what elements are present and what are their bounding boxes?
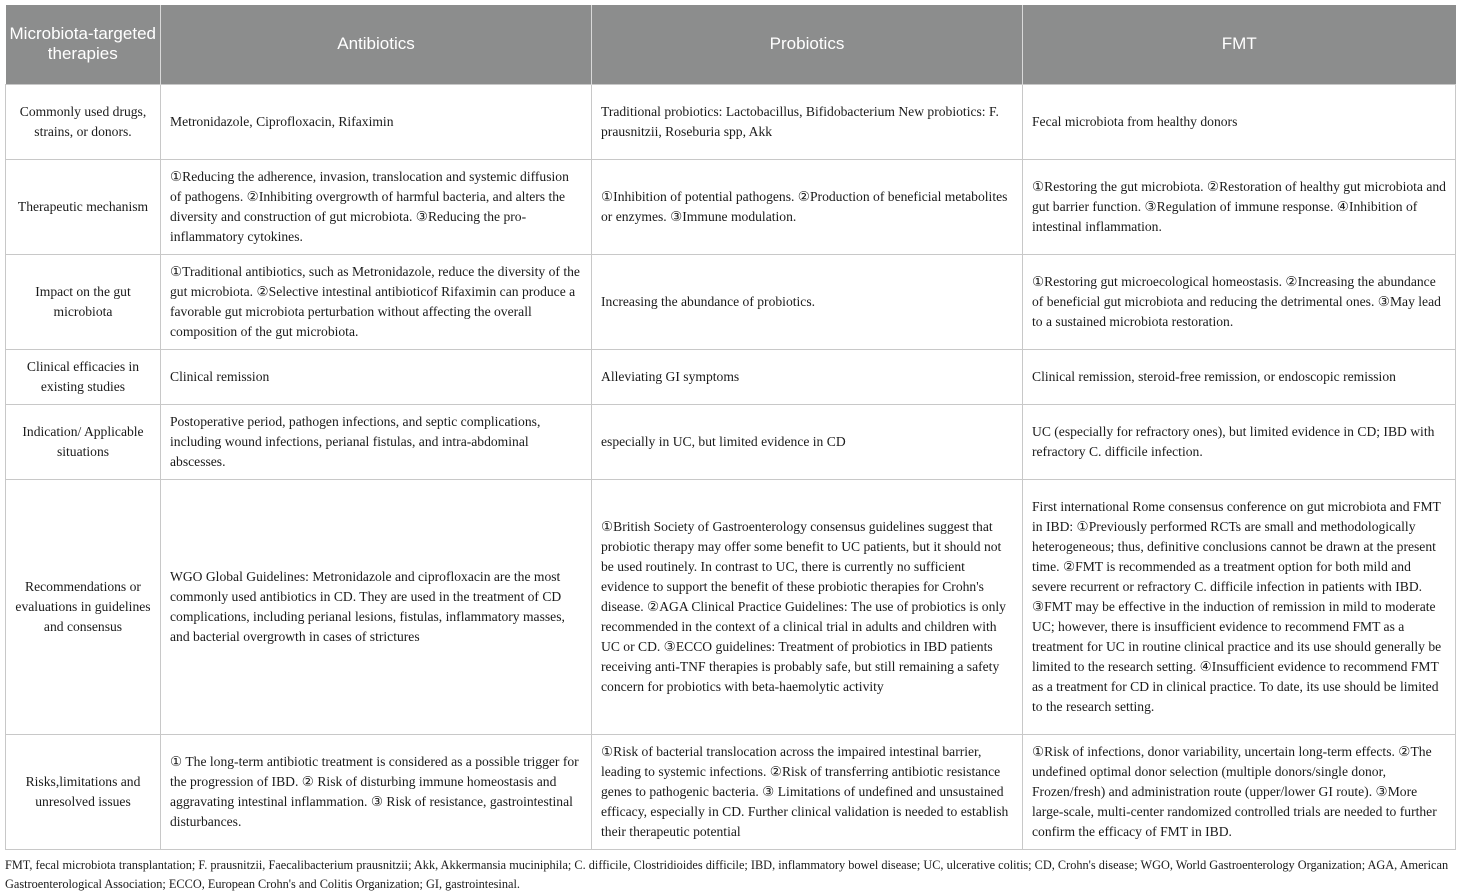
row-label: Recommendations or evaluations in guidelines and consensus	[6, 479, 161, 734]
row-label: Commonly used drugs, strains, or donors.	[6, 84, 161, 159]
row-label: Risks,limitations and unresolved issues	[6, 734, 161, 849]
row-label: Clinical efficacies in existing studies	[6, 349, 161, 404]
header-fmt: FMT	[1023, 5, 1456, 84]
cell-fmt: Clinical remission, steroid-free remission, or endoscopic remission	[1023, 349, 1456, 404]
cell-fmt: UC (especially for refractory ones), but limited evidence in CD; IBD with refractory C. difficile infection.	[1023, 404, 1456, 479]
cell-fmt: ①Risk of infections, donor variability, uncertain long-term effects. ②The undefined optimal donor selection (multiple donors/single donor, Frozen/fresh) and administration route (upper/lower GI route). ③More large-scale, multi-center randomized controlled trials are needed to further confirm the efficacy of FMT in IBD.	[1023, 734, 1456, 849]
therapies-table	[5, 5, 1456, 850]
table-row	[6, 349, 1456, 404]
cell-fmt: ①Restoring the gut microbiota. ②Restoration of healthy gut microbiota and gut barrier function. ③Regulation of immune response. ④Inhibition of intestinal inflammation.	[1023, 159, 1456, 254]
row-label: Impact on the gut microbiota	[6, 254, 161, 349]
row-label: Therapeutic mechanism	[6, 159, 161, 254]
cell-probiotics: ①Risk of bacterial translocation across the impaired intestinal barrier, leading to systemic infections. ②Risk of transferring antibiotic resistance genes to pathogenic bacteria. ③ Limitations of undefined and unsustained efficacy, especially in CD. Further clinical validation is needed to establish their therapeutic potential	[592, 734, 1023, 849]
table-row	[6, 84, 1456, 159]
cell-probiotics: Alleviating GI symptoms	[592, 349, 1023, 404]
cell-antibiotics: Metronidazole, Ciprofloxacin, Rifaximin	[161, 84, 592, 159]
table-header-row	[6, 5, 1456, 84]
row-label: Indication/ Applicable situations	[6, 404, 161, 479]
cell-antibiotics: ① The long-term antibiotic treatment is considered as a possible trigger for the progression of IBD. ② Risk of disturbing immune homeostasis and aggravating intestinal inflammation. ③ Risk of resistance, gastrointestinal disturbances.	[161, 734, 592, 849]
cell-fmt: ①Restoring gut microecological homeostasis. ②Increasing the abundance of beneficial gut microbiota and reducing the detrimental ones. ③May lead to a sustained microbiota restoration.	[1023, 254, 1456, 349]
header-therapies: Microbiota-targeted therapies	[6, 5, 161, 84]
table-row	[6, 254, 1456, 349]
cell-antibiotics: Clinical remission	[161, 349, 592, 404]
cell-fmt: Fecal microbiota from healthy donors	[1023, 84, 1456, 159]
document	[5, 5, 1455, 894]
table-row	[6, 159, 1456, 254]
table-footnote: FMT, fecal microbiota transplantation; F. prausnitzii, Faecalibacterium prausnitzii; Akk, Akkermansia muciniphila; C. difficile, Clostridioides difficile; IBD, inflammatory bowel disease; UC, ulcerative colitis; CD, Crohn's disease; WGO, World Gastroenterology Organization; AGA, American Gastroenterological Association; ECCO, European Crohn's and Colitis Organization; GI, gastrointesinal.	[5, 857, 1449, 891]
table-row	[6, 479, 1456, 734]
cell-probiotics: Increasing the abundance of probiotics.	[592, 254, 1023, 349]
cell-fmt: First international Rome consensus conference on gut microbiota and FMT in IBD: ①Previously performed RCTs are small and methodologically heterogeneous; thus, definitive conclusions cannot be drawn at the present time. ②FMT is recommended as a treatment option for both mild and severe recurrent or refractory C. difficile infection in patients with IBD. ③FMT may be effective in the induction of remission in mild to moderate UC; however, there is insufficient evidence to recommend FMT as a treatment for UC in routine clinical practice and its use should generally be limited to the research setting. ④Insufficient evidence to recommend FMT as a treatment for CD in clinical practice. To date, its use should be limited to the research setting.	[1023, 479, 1456, 734]
cell-antibiotics: ①Reducing the adherence, invasion, translocation and systemic diffusion of pathogens. ②Inhibiting overgrowth of harmful bacteria, and alters the diversity and construction of gut microbiota. ③Reducing the pro-inflammatory cytokines.	[161, 159, 592, 254]
table-row	[6, 734, 1456, 849]
cell-probiotics: especially in UC, but limited evidence in CD	[592, 404, 1023, 479]
table-row	[6, 404, 1456, 479]
cell-antibiotics: ①Traditional antibiotics, such as Metronidazole, reduce the diversity of the gut microbiota. ②Selective intestinal antibioticof Rifaximin can produce a favorable gut microbiota perturbation without affecting the overall composition of the gut microbiota.	[161, 254, 592, 349]
header-antibiotics: Antibiotics	[161, 5, 592, 84]
cell-probiotics: ①Inhibition of potential pathogens. ②Production of beneficial metabolites or enzymes. ③Immune modulation.	[592, 159, 1023, 254]
cell-antibiotics: Postoperative period, pathogen infections, and septic complications, including wound infections, perianal fistulas, and intra-abdominal abscesses.	[161, 404, 592, 479]
header-probiotics: Probiotics	[592, 5, 1023, 84]
cell-probiotics: Traditional probiotics: Lactobacillus, Bifidobacterium New probiotics: F. prausnitzii, Roseburia spp, Akk	[592, 84, 1023, 159]
cell-antibiotics: WGO Global Guidelines: Metronidazole and ciprofloxacin are the most commonly used antibiotics in CD. They are used in the treatment of CD complications, including perianal lesions, fistulas, inflammatory masses, and bacterial overgrowth in cases of strictures	[161, 479, 592, 734]
cell-probiotics: ①British Society of Gastroenterology consensus guidelines suggest that probiotic therapy may offer some benefit to UC patients, but it should not be used routinely. In contrast to UC, there is currently no sufficient evidence to support the benefit of these probiotic therapies for Crohn's disease. ②AGA Clinical Practice Guidelines: The use of probiotics is only recommended in the context of a clinical trial in adults and children with UC or CD. ③ECCO guidelines: Treatment of probiotics in IBD patients receiving anti-TNF therapies is probably safe, but still remaining a safety concern for probiotics with beta-haemolytic activity	[592, 479, 1023, 734]
